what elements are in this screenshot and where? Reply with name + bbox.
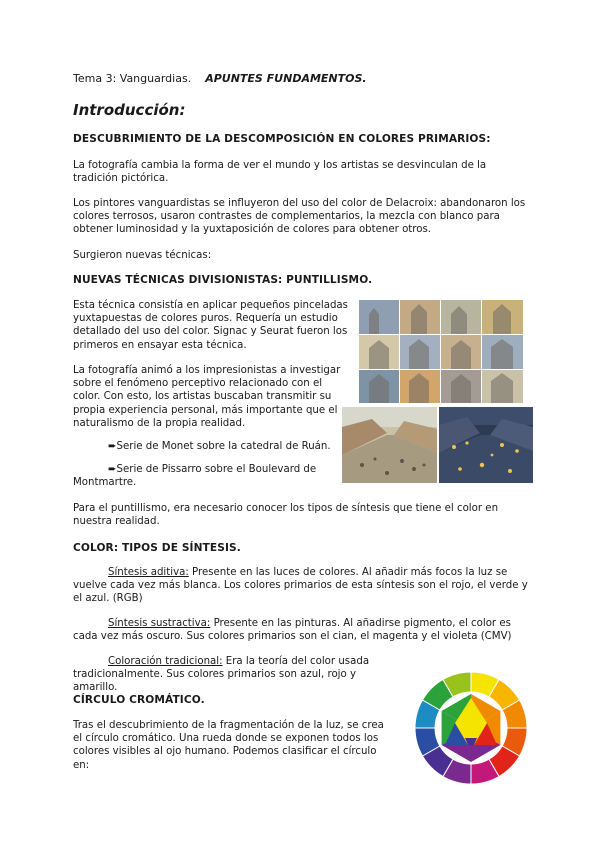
monet-cathedral-series-image bbox=[359, 300, 523, 403]
bullet-text: Serie de Monet sobre la catedral de Ruán. bbox=[116, 441, 331, 452]
paragraph: Esta técnica consistía en aplicar pequeños pinceladas yuxtapuestas de colores puros. Requería un estudio detallado del uso del color. Signac y Seurat fueron los primeros en ensayar esta técnica. bbox=[73, 300, 348, 351]
color-wheel-image bbox=[413, 670, 529, 786]
header-title: APUNTES FUNDAMENTOS. bbox=[205, 72, 367, 85]
bullet-monet bbox=[108, 440, 331, 453]
header-topic: Tema 3: Vanguardias. bbox=[73, 72, 192, 85]
paragraph: Para el puntillismo, era necesario conocer los tipos de síntesis que tiene el color en nuestra realidad. bbox=[73, 503, 499, 528]
term-sintesis-aditiva: Síntesis aditiva: bbox=[108, 567, 189, 578]
definition-text: Era la teoría del color usada tradicionalmente. Sus colores primarios son azul, rojo y amarillo. bbox=[73, 656, 370, 694]
paragraph: Los pintores vanguardistas se influyeron del uso del color de Delacroix: abandonaron los colores terrosos, usaron contrastes de complementarios, la mezcla con blanco para obtener luminosidad y la yuxtaposición de colores para obtener otros. bbox=[73, 198, 526, 236]
section-heading-descomposicion: DESCUBRIMIENTO DE LA DESCOMPOSICIÓN EN COLORES PRIMARIOS: bbox=[73, 133, 491, 145]
paragraph: Surgieron nuevas técnicas: bbox=[73, 250, 212, 261]
bullet-arrow-icon: ➨ bbox=[108, 464, 117, 475]
bullet-text: Serie de Pissarro sobre el Boulevard de Montmartre. bbox=[73, 464, 317, 489]
section-heading-puntillismo: NUEVAS TÉCNICAS DIVISIONISTAS: PUNTILLISMO. bbox=[73, 274, 373, 286]
term-sintesis-sustractiva: Síntesis sustractiva: bbox=[108, 618, 211, 629]
section-heading-circulo: CÍRCULO CROMÁTICO. bbox=[73, 694, 205, 706]
paragraph-aditiva bbox=[73, 566, 531, 606]
pissarro-boulevard-series-image bbox=[342, 407, 533, 483]
section-heading-sintesis: COLOR: TIPOS DE SÍNTESIS. bbox=[73, 542, 241, 554]
bullet-arrow-icon: ➨ bbox=[108, 441, 117, 452]
paragraph: La fotografía animó a los impresionistas a investigar sobre el fenómeno perceptivo relacionado con el color. Con esto, los artistas buscaban transmitir su propia experiencia personal, más importante que el naturalismo de la propia realidad. bbox=[73, 365, 341, 429]
paragraph: Tras el descubrimiento de la fragmentación de la luz, se crea el círculo cromático. Una rueda donde se exponen todos los colores visibles al ojo humano. Podemos clasificar el círculo en: bbox=[73, 720, 384, 771]
intro-title: Introducción: bbox=[73, 101, 186, 119]
definition-text: Presente en las luces de colores. Al añadir más focos la luz se vuelve cada vez más blanca. Los colores primarios de esta síntesis son el rojo, el verde y el azul. (RGB) bbox=[73, 567, 528, 605]
page-header bbox=[73, 72, 367, 85]
term-coloracion-tradicional: Coloración tradicional: bbox=[108, 656, 223, 667]
bullet-pissarro bbox=[73, 463, 333, 489]
paragraph-sustractiva bbox=[73, 617, 531, 643]
paragraph-tradicional bbox=[73, 655, 391, 695]
paragraph: La fotografía cambia la forma de ver el mundo y los artistas se desvinculan de la tradición pictórica. bbox=[73, 160, 487, 185]
definition-text: Presente en las pinturas. Al añadirse pigmento, el color es cada vez más oscuro. Sus colores primarios son el cian, el magenta y el violeta (CMV) bbox=[73, 618, 512, 643]
